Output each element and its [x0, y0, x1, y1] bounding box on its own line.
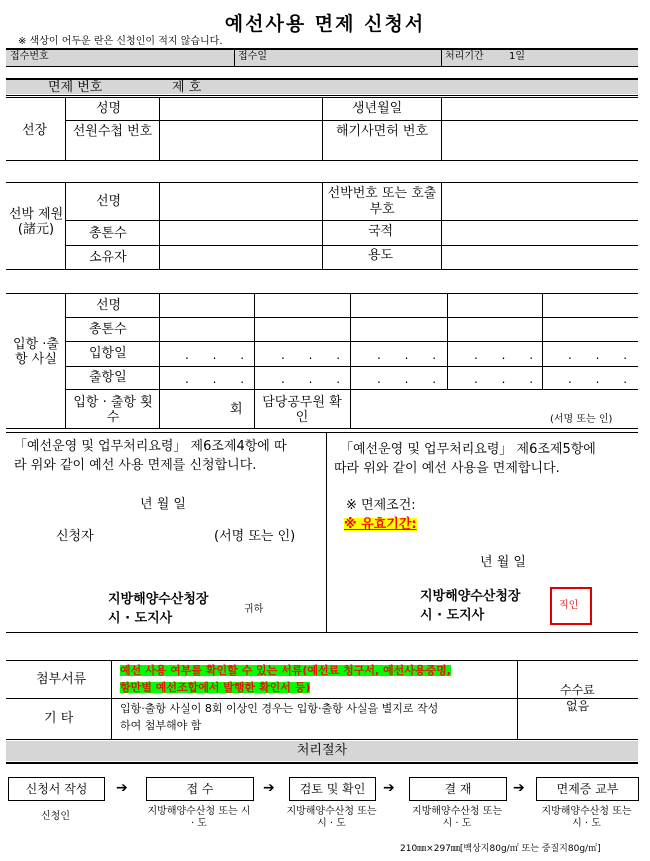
applicant-sign-note: (서명 또는 인): [214, 529, 296, 544]
port-section-label: 입항 ·출항 사실: [13, 337, 59, 367]
actor-approval: 지방해양수산청 또는 시 · 도: [411, 806, 503, 829]
port-row-ship-name: 선명: [96, 298, 122, 313]
exit-date-dots-5: . . .: [568, 372, 638, 386]
captain-name-label: 성명: [96, 101, 122, 116]
process-title: 처리절차: [296, 743, 348, 758]
apply-to-line1: 지방해양수산청장: [108, 592, 209, 607]
port-row-exit-date: 출항일: [89, 370, 127, 385]
actor-issue: 지방해양수산청 또는 시 · 도: [541, 806, 632, 829]
other-text-line1: 입항·출항 사실이 8회 이상인 경우는 입항·출항 사실을 별지로 작성: [120, 702, 439, 715]
page-title: 예선사용 면제 신청서: [224, 13, 426, 35]
ship-nationality-label: 국적: [368, 224, 394, 239]
exemption-no-value: 제 호: [172, 80, 202, 95]
ship-no-label: 선박번호 또는 호출부호: [327, 186, 437, 217]
actor-receipt: 지방해양수산청 또는 시 · 도: [147, 806, 251, 829]
entry-date-dots-1: . . .: [185, 348, 255, 362]
grant-from-line1: 지방해양수산청장: [420, 589, 521, 604]
arrow-right-icon: ➔: [116, 780, 128, 796]
step-approval: 결 재: [409, 777, 507, 801]
exit-date-dots-2: . . .: [281, 372, 351, 386]
exit-date-dots-1: . . .: [185, 372, 255, 386]
attachment-text-line2: 항만별 예선조합에서 발행한 확인서 등): [120, 681, 311, 694]
ship-owner-label: 소유자: [89, 250, 127, 265]
exemption-no-label: 면제 번호: [48, 80, 103, 95]
grant-text-line1: 「예선운영 및 업무처리요령」 제6조제5항에: [340, 442, 596, 457]
grant-from-line2: 시 · 도지사: [420, 608, 485, 623]
apply-text-line2: 라 위와 같이 예선 사용 면제를 신청합니다.: [14, 458, 257, 473]
fee-value: 없음: [566, 699, 590, 713]
entry-date-dots-3: . . .: [377, 348, 447, 362]
entry-date-dots-2: . . .: [281, 348, 351, 362]
entry-date-dots-4: . . .: [474, 348, 544, 362]
arrow-right-icon: ➔: [383, 780, 395, 796]
captain-birth-label: 생년월일: [352, 101, 403, 116]
port-row-tonnage: 총톤수: [89, 322, 127, 337]
official-seal-label: 직인: [559, 600, 579, 611]
actor-applicant: 신청인: [41, 811, 70, 822]
other-label: 기 타: [44, 711, 74, 726]
license-label: 해기사면허 번호: [335, 124, 429, 139]
receipt-header-bg: [6, 49, 638, 66]
attachment-label: 첨부서류: [36, 672, 87, 687]
port-count-unit: 회: [230, 402, 243, 417]
grant-date: 년 월 일: [480, 555, 526, 570]
arrow-right-icon: ➔: [513, 780, 525, 796]
receipt-date-label: 접수일: [238, 51, 267, 62]
grant-text-line2: 따라 위와 같이 예선 사용을 면제합니다.: [334, 461, 560, 476]
actor-review: 지방해양수산청 또는 시 · 도: [286, 806, 377, 829]
officer-confirm-label: 담당공무원 확인: [262, 395, 342, 425]
ship-name-label: 선명: [96, 194, 122, 209]
captain-section-label: 선장: [22, 123, 48, 138]
crew-book-label: 선원수첩 번호: [72, 124, 153, 139]
entry-date-dots-5: . . .: [568, 348, 638, 362]
processing-period-value: 1일: [509, 51, 526, 62]
port-row-entry-date: 입항일: [89, 346, 127, 361]
attachment-text-line1: 예선 사용 여부를 확인할 수 있는 서류(예선료 청구서, 예선사용증명,: [120, 664, 451, 677]
step-review: 검토 및 확인: [289, 777, 376, 801]
arrow-right-icon: ➔: [263, 780, 275, 796]
apply-to-line2: 시 · 도지사: [108, 611, 173, 626]
exemption-condition-label: ※ 면제조건:: [346, 498, 416, 513]
step-issue-certificate: 면제증 교부: [536, 777, 639, 801]
step-write-application: 신청서 작성: [8, 777, 105, 801]
applicant-label: 신청자: [56, 529, 94, 544]
step-receipt: 접 수: [146, 777, 254, 801]
validity-period-label: ※ 유효기간:: [344, 517, 417, 532]
apply-date: 년 월 일: [140, 497, 186, 512]
ship-tonnage-label: 총톤수: [89, 226, 127, 241]
other-text-line2: 하여 첨부해야 함: [120, 719, 202, 732]
apply-text-line1: 「예선운영 및 업무처리요령」 제6조제4항에 따: [14, 439, 287, 454]
paper-spec-footer: 210㎜×297㎜[백상지80g/㎡ 또는 중질지80g/㎡]: [400, 844, 601, 854]
processing-period-label: 처리기간: [445, 51, 484, 62]
ship-section-label: 선박 제원 (諸元): [8, 207, 64, 237]
officer-sign-note: (서명 또는 인): [550, 414, 613, 425]
ship-use-label: 용도: [368, 248, 394, 263]
exit-date-dots-3: . . .: [377, 372, 447, 386]
exit-date-dots-4: . . .: [474, 372, 544, 386]
instruction-note: ※ 색상이 어두운 란은 신청인이 적지 않습니다.: [18, 36, 223, 47]
receipt-no-label: 접수번호: [10, 51, 49, 62]
honorific: 귀하: [244, 604, 264, 615]
fee-label: 수수료: [560, 683, 595, 697]
port-count-label: 입항 · 출항 횟수: [73, 395, 153, 425]
